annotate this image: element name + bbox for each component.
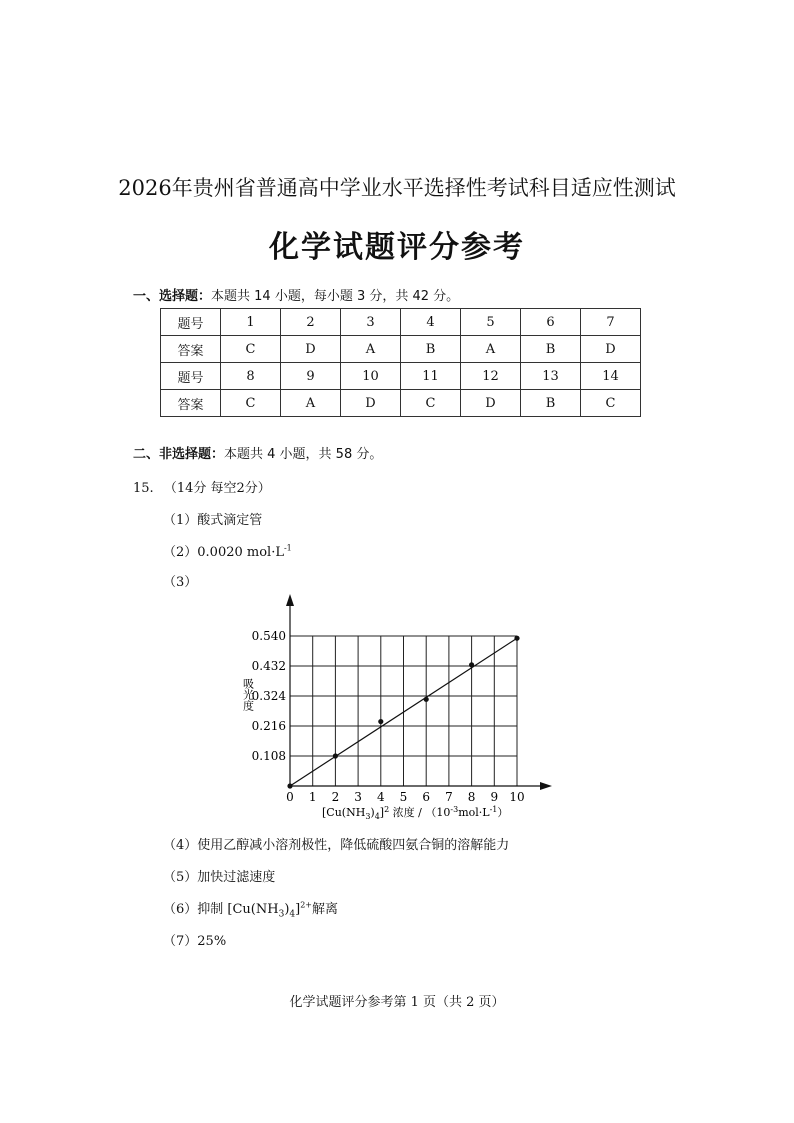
answer-2-superscript: -1 bbox=[283, 543, 292, 553]
table-row bbox=[161, 309, 641, 336]
question-15-header bbox=[133, 477, 271, 496]
table-cell: 4 bbox=[401, 309, 461, 336]
question-number: 15. bbox=[133, 481, 154, 496]
table-row bbox=[161, 336, 641, 363]
score-note: （14分 每空2分） bbox=[163, 481, 271, 496]
table-cell: C bbox=[401, 390, 461, 417]
data-point bbox=[469, 662, 474, 667]
x-tick-label: 2 bbox=[331, 790, 340, 804]
answer-6-close: ] bbox=[295, 902, 301, 917]
table-cell: B bbox=[401, 336, 461, 363]
row-header-cell: 答案 bbox=[161, 390, 221, 417]
answer-7: （7）25% bbox=[163, 934, 227, 949]
table-cell: C bbox=[221, 390, 281, 417]
table-cell: 13 bbox=[521, 363, 581, 390]
table-cell: D bbox=[281, 336, 341, 363]
x-tick-label: 5 bbox=[399, 790, 408, 804]
section-1-heading bbox=[133, 285, 459, 304]
data-point bbox=[424, 697, 429, 702]
document-title: 化学试题评分参考 bbox=[269, 230, 525, 265]
y-axis-arrow bbox=[286, 594, 294, 606]
x-tick-label: 0 bbox=[286, 790, 294, 804]
data-point bbox=[287, 783, 292, 788]
x-axis-label-part: -1 bbox=[489, 805, 498, 814]
table-cell: 1 bbox=[221, 309, 281, 336]
table-cell: 14 bbox=[581, 363, 641, 390]
table-cell: B bbox=[521, 390, 581, 417]
x-axis-label-part: 3 bbox=[365, 812, 371, 820]
answer-6-sup: 2+ bbox=[300, 900, 313, 910]
data-point bbox=[378, 719, 383, 724]
y-tick-label: 0.108 bbox=[251, 749, 286, 763]
answer-4: （4）使用乙醇减小溶剂极性，降低硫酸四氨合铜的溶解能力 bbox=[163, 838, 510, 853]
x-tick-label: 8 bbox=[467, 790, 476, 804]
absorbance-chart bbox=[230, 590, 560, 820]
table-cell: 7 bbox=[581, 309, 641, 336]
answer-6-sub2: 4 bbox=[289, 909, 296, 920]
x-tick-label: 7 bbox=[445, 790, 453, 804]
table-cell: B bbox=[521, 336, 581, 363]
x-tick-label: 4 bbox=[376, 790, 385, 804]
table-cell: D bbox=[461, 390, 521, 417]
answer-table bbox=[160, 308, 641, 417]
answer-6 bbox=[163, 898, 338, 920]
answer-5: （5）加快过滤速度 bbox=[163, 870, 276, 885]
table-cell: 8 bbox=[221, 363, 281, 390]
table-cell: C bbox=[581, 390, 641, 417]
row-header-cell: 答案 bbox=[161, 336, 221, 363]
answer-2-text: （2）0.0020 mol·L bbox=[163, 545, 284, 560]
table-cell: 6 bbox=[521, 309, 581, 336]
table-cell: A bbox=[341, 336, 401, 363]
x-tick-label: 1 bbox=[308, 790, 317, 804]
answer-6-prefix: （6）抑制 [Cu(NH bbox=[163, 902, 279, 917]
x-axis-label bbox=[322, 805, 508, 820]
x-tick-label: 10 bbox=[509, 790, 525, 804]
table-cell: D bbox=[581, 336, 641, 363]
table-cell: 9 bbox=[281, 363, 341, 390]
answer-3: （3） bbox=[163, 575, 198, 590]
row-header-cell: 题号 bbox=[161, 363, 221, 390]
exam-title: 2026年贵州省普通高中学业水平选择性考试科目适应性测试 bbox=[118, 176, 676, 200]
x-axis-label-part: ） bbox=[497, 806, 509, 819]
section-2-label: 二、非选择题： bbox=[133, 447, 225, 462]
x-tick-label: 6 bbox=[422, 790, 431, 804]
table-cell: C bbox=[221, 336, 281, 363]
section-2-heading bbox=[133, 443, 382, 462]
answer-6-mid: ) bbox=[284, 902, 290, 917]
table-cell: 2 bbox=[281, 309, 341, 336]
data-point bbox=[333, 753, 338, 758]
y-axis-label: 吸光度 bbox=[241, 678, 255, 711]
section-1-label: 一、选择题： bbox=[133, 289, 212, 304]
page-footer: 化学试题评分参考第 1 页（共 2 页） bbox=[289, 995, 505, 1010]
y-tick-label: 0.324 bbox=[251, 689, 286, 703]
answer-2 bbox=[163, 541, 292, 560]
answer-1: （1）酸式滴定管 bbox=[163, 513, 263, 528]
x-axis-label-part: ) bbox=[370, 806, 375, 819]
table-cell: 3 bbox=[341, 309, 401, 336]
data-point bbox=[514, 636, 519, 641]
table-cell: 12 bbox=[461, 363, 521, 390]
x-axis-label-part: [Cu(NH bbox=[322, 806, 366, 819]
x-axis-label-part: -3 bbox=[450, 805, 459, 814]
x-axis-label-part: 4 bbox=[374, 812, 380, 820]
x-tick-label: 3 bbox=[354, 790, 362, 804]
x-axis-label-part: mol·L bbox=[458, 806, 490, 819]
x-axis-label-part: 2 bbox=[384, 805, 390, 814]
table-row bbox=[161, 390, 641, 417]
table-cell: D bbox=[341, 390, 401, 417]
x-axis-arrow bbox=[540, 782, 552, 790]
table-cell: A bbox=[461, 336, 521, 363]
table-cell: 10 bbox=[341, 363, 401, 390]
table-cell: 5 bbox=[461, 309, 521, 336]
table-cell: 11 bbox=[401, 363, 461, 390]
x-axis-label-part: 浓度 / （10 bbox=[389, 806, 451, 819]
y-tick-label: 0.432 bbox=[251, 659, 286, 673]
y-tick-label: 0.216 bbox=[251, 719, 286, 733]
x-tick-label: 9 bbox=[490, 790, 499, 804]
table-row bbox=[161, 363, 641, 390]
row-header-cell: 题号 bbox=[161, 309, 221, 336]
table-cell: A bbox=[281, 390, 341, 417]
answer-6-sub: 3 bbox=[278, 909, 285, 920]
x-axis-label-part: ] bbox=[379, 806, 385, 819]
y-tick-label: 0.540 bbox=[251, 629, 286, 643]
section-1-description: 本题共 14 小题，每小题 3 分，共 42 分。 bbox=[211, 289, 460, 304]
section-2-description: 本题共 4 小题，共 58 分。 bbox=[224, 447, 383, 462]
answer-6-suffix: 解离 bbox=[312, 902, 339, 917]
